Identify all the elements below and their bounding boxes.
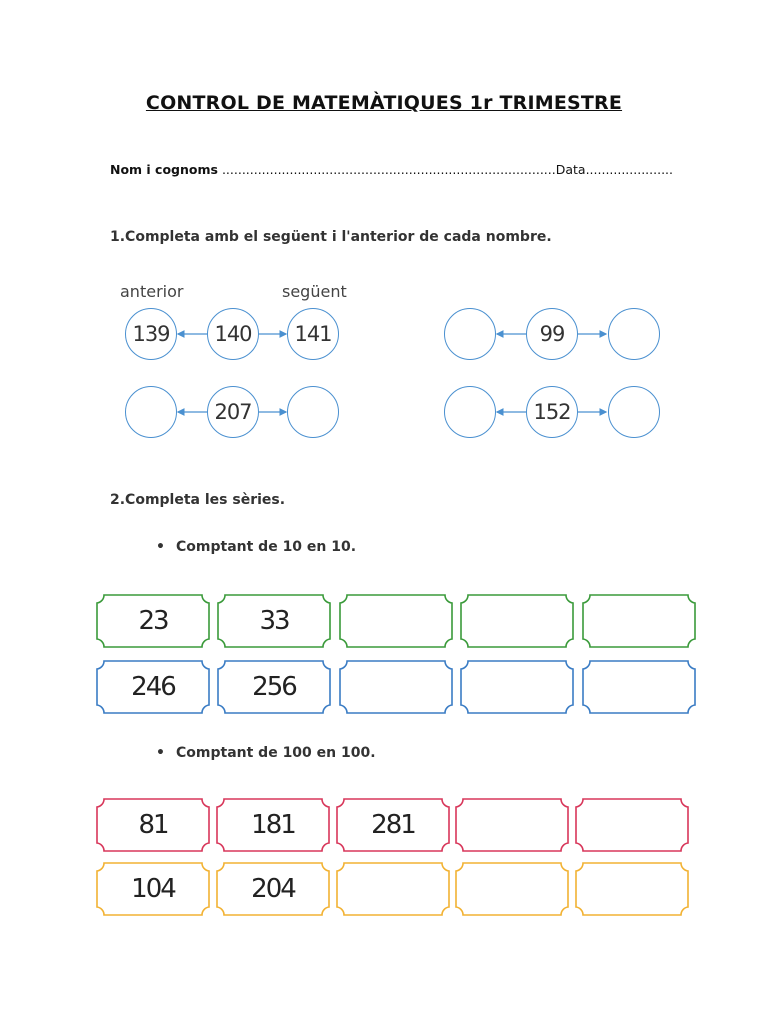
series-box[interactable]: [455, 862, 569, 916]
series-box[interactable]: [339, 660, 453, 714]
series-box[interactable]: [460, 660, 574, 714]
page-title: CONTROL DE MATEMÀTIQUES 1r TRIMESTRE: [145, 92, 623, 114]
series-box-value: [339, 660, 453, 714]
series-box[interactable]: [336, 862, 450, 916]
series-box-value: 23: [138, 606, 168, 636]
series-box-value: [582, 660, 696, 714]
series-box-value: 181: [251, 810, 295, 840]
series-box[interactable]: [575, 862, 689, 916]
name-date-line: [110, 162, 673, 177]
series-box-value: [460, 594, 574, 648]
series-box-value: 33: [259, 606, 289, 636]
seguent-circle-2[interactable]: [608, 308, 660, 360]
series-box: [216, 798, 330, 852]
seguent-circle-1[interactable]: 141: [287, 308, 339, 360]
series-box: [96, 594, 210, 648]
series-box: [96, 798, 210, 852]
exercise-1-heading: 1.Completa amb el següent i l'anterior de cada nombre.: [110, 229, 552, 245]
series-box-value: [582, 594, 696, 648]
series-box: [217, 660, 331, 714]
name-blank[interactable]: ....................................................................................: [221, 162, 556, 177]
number-circle-2: 99: [526, 308, 578, 360]
series-box: [336, 798, 450, 852]
series-box-value: 281: [371, 810, 415, 840]
name-label: Nom i cognoms: [110, 162, 218, 177]
label-seguent: següent: [282, 282, 347, 301]
series-box-value: [460, 660, 574, 714]
series-box: [217, 594, 331, 648]
series-box-value: [455, 798, 569, 852]
series-box-value: [575, 862, 689, 916]
series-by-100-text: Comptant de 100 en 100.: [176, 745, 376, 761]
label-anterior: anterior: [120, 282, 184, 301]
series-by-100-label: [156, 745, 376, 761]
number-circle-4: 152: [526, 386, 578, 438]
series-box[interactable]: [575, 798, 689, 852]
number-circle-3: 207: [207, 386, 259, 438]
series-by-10-label: [156, 539, 356, 555]
series-box-value: 81: [138, 810, 168, 840]
seguent-circle-4[interactable]: [608, 386, 660, 438]
seguent-circle-3[interactable]: [287, 386, 339, 438]
series-box: [216, 862, 330, 916]
number-circle-1: 140: [207, 308, 259, 360]
anterior-circle-4[interactable]: [444, 386, 496, 438]
date-label: Data: [555, 162, 586, 177]
series-box[interactable]: [455, 798, 569, 852]
series-box-value: [339, 594, 453, 648]
series-box-value: 256: [252, 672, 296, 702]
series-box[interactable]: [582, 594, 696, 648]
series-by-10-text: Comptant de 10 en 10.: [176, 539, 357, 555]
date-blank[interactable]: ......................: [585, 162, 673, 177]
series-box-value: [575, 798, 689, 852]
series-box[interactable]: [339, 594, 453, 648]
series-box: [96, 660, 210, 714]
series-box-value: [455, 862, 569, 916]
series-box: [96, 862, 210, 916]
series-box-value: 204: [251, 874, 295, 904]
anterior-circle-1[interactable]: 139: [125, 308, 177, 360]
series-box[interactable]: [582, 660, 696, 714]
anterior-circle-2[interactable]: [444, 308, 496, 360]
bullet-icon: •: [156, 539, 165, 555]
anterior-circle-3[interactable]: [125, 386, 177, 438]
series-box-value: 104: [131, 874, 175, 904]
exercise-2-heading: 2.Completa les sèries.: [110, 492, 286, 508]
bullet-icon: •: [156, 745, 165, 761]
series-box-value: 246: [131, 672, 175, 702]
series-box-value: [336, 862, 450, 916]
series-box[interactable]: [460, 594, 574, 648]
